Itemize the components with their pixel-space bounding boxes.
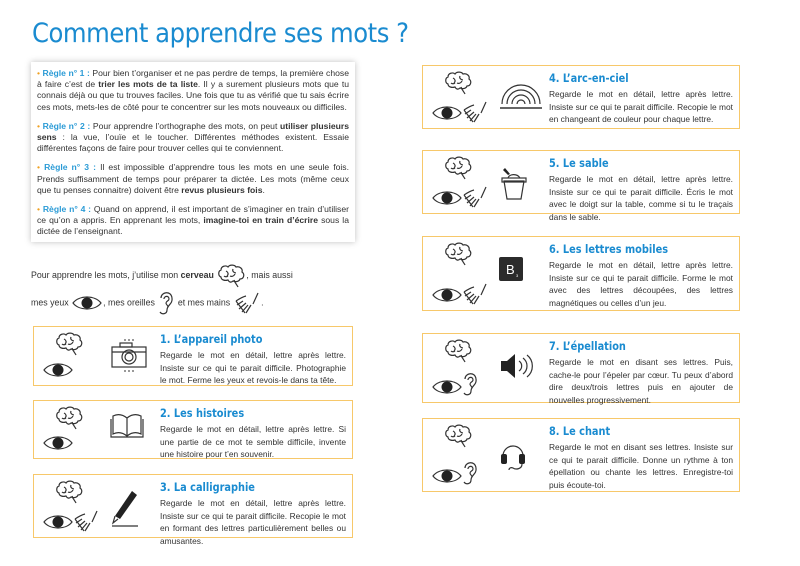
card-title: 8. Le chant — [549, 424, 611, 438]
intro-brain-word: cerveau — [180, 270, 214, 280]
ear-icon — [157, 297, 175, 307]
card-body: Regarde le mot en détail, lettre après lettre. Insiste sur ce qui te parait difficile. Recopie le mot en formant des lettres particulièrement belles ou amusantes. — [160, 498, 346, 546]
method-card-8 — [422, 418, 740, 492]
brain-icon — [216, 270, 246, 280]
eye-icon — [431, 467, 463, 490]
hand-icon — [461, 282, 487, 311]
bullet: • — [37, 120, 43, 131]
svg-text:B: B — [506, 261, 515, 277]
rainbow-icon — [499, 80, 543, 115]
pen-icon — [110, 489, 140, 534]
card-body: Regarde le mot en détail, lettre après lettre. Insiste sur ce qui te parait difficile. Recopie le mot en changeant de couleur pour chaque lettre. — [549, 89, 733, 125]
bullet: • — [37, 204, 43, 215]
rule-emphasis: trier les mots de ta liste — [98, 79, 198, 90]
card-body: Regarde le mot en disant ses lettres. Insiste sur ce qui te parait difficile. Donne un rythme à ton épellation ou chante les lettres. Enregistre-toi puis écoute-toi. — [549, 442, 733, 490]
card-title: 1. L’appareil photo — [160, 332, 263, 346]
brain-icon — [443, 338, 473, 369]
eye-icon — [431, 189, 463, 212]
hand-icon — [72, 509, 98, 538]
rule-emphasis: utiliser plusieurs sens — [37, 120, 349, 143]
method-card-4 — [422, 65, 740, 129]
ear-icon — [461, 459, 479, 492]
rule-text: . — [262, 184, 265, 195]
intro-text-3: mes yeux — [31, 297, 69, 307]
letter-tile-icon — [499, 257, 523, 286]
eye-icon — [431, 104, 463, 127]
page-title: Comment apprendre ses mots ? — [32, 18, 409, 49]
rule-text: Quand on apprend, il est important de s’imaginer en train d’utiliser ce qu’on a appris. En apprenant les mots, — [37, 204, 349, 226]
brain-icon — [443, 70, 473, 101]
rule-label: Règle n° 4 : — [42, 204, 92, 215]
rule-2 — [37, 121, 349, 155]
method-card-3 — [33, 474, 353, 546]
method-card-1 — [33, 326, 353, 386]
intro-text — [31, 262, 351, 317]
brain-icon — [54, 405, 84, 436]
rule-4 — [37, 204, 349, 238]
brain-icon — [443, 241, 473, 272]
rule-text: Pour bien t’organiser et ne pas perdre de temps, la première chose à faire c’est de — [37, 68, 349, 90]
rule-text: : la vue, l’ouïe et le toucher. Différentes méthodes existent. Essaie différentes façons de faire pour trouver celles qui te conviennent. — [37, 132, 349, 154]
brain-icon — [443, 423, 473, 454]
rule-text: Il est impossible d’apprendre tous les mots en une seule fois. Prends suffisamment de temps pour préparer ta dictée. Les mots (même ceux que tu penses connaitre) doivent être — [37, 162, 349, 195]
ear-icon — [461, 370, 479, 403]
hand-icon — [461, 185, 487, 214]
svg-text:3: 3 — [516, 272, 519, 278]
method-card-7 — [422, 333, 740, 403]
hand-icon — [461, 100, 487, 129]
speaker-icon — [499, 351, 533, 386]
sand-bucket-icon — [499, 165, 529, 206]
intro-text-5: et mes mains — [177, 297, 231, 307]
card-body: Regarde le mot en détail, lettre après lettre. Insiste sur ce qui te parait difficile. Forme le mot avec des lettres découpées, des lettres magnétiques ou celles d’un jeu. — [549, 260, 733, 308]
method-card-5 — [422, 150, 740, 222]
eye-icon — [42, 513, 74, 536]
intro-text-2: , mais aussi — [246, 270, 293, 280]
rule-text: sous la dictée de l’enseignant. — [37, 215, 349, 237]
book-icon — [110, 413, 144, 444]
bullet: • — [37, 68, 43, 78]
eye-icon — [42, 434, 74, 457]
method-card-6 — [422, 236, 740, 311]
bullet: • — [37, 162, 45, 173]
card-title: 5. Le sable — [549, 156, 609, 170]
eye-icon — [431, 378, 463, 401]
eye-icon — [431, 286, 463, 309]
card-title: 7. L’épellation — [549, 339, 626, 353]
rule-1 — [37, 68, 349, 113]
rule-text: Pour apprendre l’orthographe des mots, on peut — [90, 120, 280, 131]
rule-emphasis: imagine-toi en train d’écrire — [203, 215, 319, 226]
camera-icon — [110, 339, 148, 378]
card-title: 4. L’arc-en-ciel — [549, 71, 629, 85]
card-title: 6. Les lettres mobiles — [549, 242, 669, 256]
eye-icon — [71, 297, 103, 307]
rule-3 — [37, 162, 349, 196]
rule-label: Règle n° 3 : — [44, 162, 96, 173]
rule-label: Règle n° 2 : — [42, 120, 91, 131]
eye-icon — [42, 361, 74, 384]
rule-emphasis: revus plusieurs fois — [181, 184, 263, 195]
intro-line-2 — [31, 289, 351, 317]
brain-icon — [443, 155, 473, 186]
headphones-icon — [499, 438, 527, 477]
rule-text: . Il y a surement plusieurs mots que tu connais déjà ou que tu trouves faciles. Une fois que tu as vérifié que tu sais écrire ces mots, mets-les de côté pour te concentrer sur les mots nouveaux ou difficiles. — [37, 79, 349, 112]
card-title: 3. La calligraphie — [160, 480, 255, 494]
card-title: 2. Les histoires — [160, 406, 245, 420]
card-body: Regarde le mot en disant ses lettres. Puis, cache-le pour l’épeler par cœur. Tu peux d’abord dire deux/trois lettres puis en ajouter de nouvelles progressivement. — [549, 357, 733, 405]
rules-box — [31, 62, 355, 242]
intro-text-6: . — [261, 297, 264, 307]
intro-text-4: , mes oreilles — [103, 297, 155, 307]
intro-text-1: Pour apprendre les mots, j’utilise mon — [31, 270, 181, 280]
hand-icon — [233, 297, 259, 307]
brain-icon — [54, 331, 84, 362]
card-body: Regarde le mot en détail, lettre après lettre. Si une partie de ce mot te semble difficile, invente une histoire pour t’en souvenir. — [160, 424, 346, 460]
method-card-2 — [33, 400, 353, 459]
brain-icon — [54, 479, 84, 510]
rule-label: Règle n° 1 : — [42, 68, 90, 78]
intro-line-1 — [31, 262, 351, 289]
card-body: Regarde le mot en détail, lettre après lettre. Insiste sur ce qui te parait difficile. Écris le mot avec le doigt sur la table, comme si tu le traçais dans le sable. — [549, 174, 733, 222]
card-body: Regarde le mot en détail, lettre après lettre. Insiste sur ce qui te parait difficile. Photographie le mot. Ferme les yeux et revois-le dans ta tête. — [160, 350, 346, 386]
